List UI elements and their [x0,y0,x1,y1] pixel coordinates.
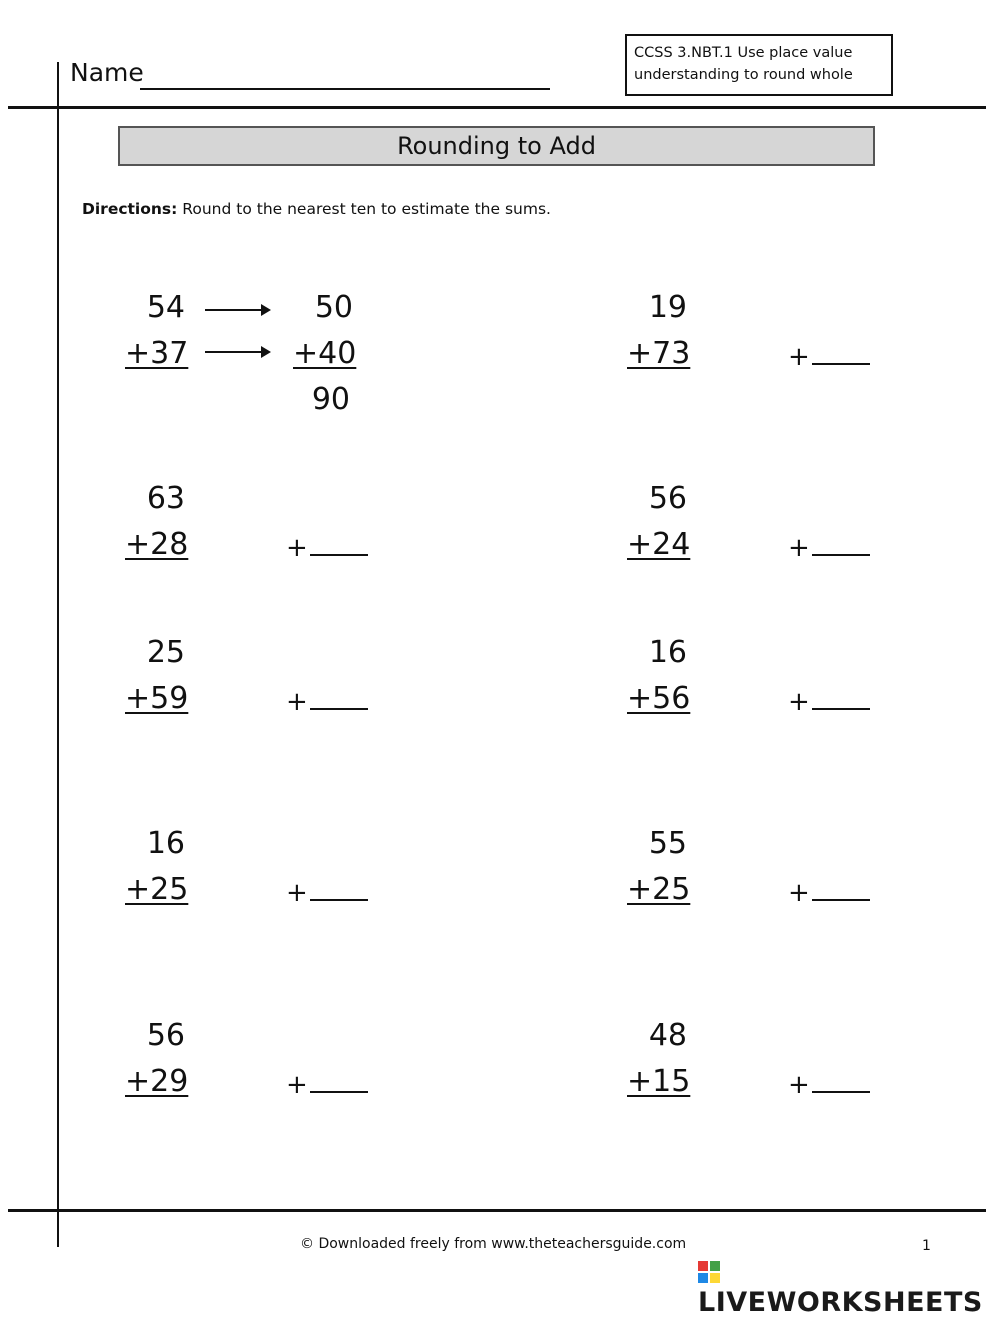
answer-line[interactable] [812,899,870,901]
answer-line[interactable] [310,554,368,556]
answer-blank[interactable] [286,876,368,910]
answer-blank[interactable] [286,531,368,565]
problem-top-number: 16 [146,826,185,861]
answer-line[interactable] [310,899,368,901]
example-bottom-number: +37 [125,336,189,371]
example-rounded-bottom: +40 [293,336,357,371]
answer-blank[interactable] [788,685,870,719]
answer-line[interactable] [812,708,870,710]
problem-bottom-number: +56 [627,681,691,716]
standard-box: CCSS 3.NBT.1 Use place value understanding to round whole [625,34,893,96]
plus-sign: + [788,687,810,717]
problem-top-number: 16 [648,635,687,670]
answer-blank[interactable] [286,1068,368,1102]
directions-label: Directions: [82,200,178,218]
plus-sign: + [286,1070,308,1100]
liveworksheets-logo [698,1256,1000,1318]
problem-bottom-number: +73 [627,336,691,371]
problem-bottom-number: +15 [627,1064,691,1099]
brand-name: LIVEWORKSHEETS [698,1287,983,1318]
answer-line[interactable] [310,708,368,710]
arrow-icon [205,351,269,353]
example-rounded-top: 50 [314,290,353,325]
problem-bottom-number: +59 [125,681,189,716]
page-number: 1 [922,1238,931,1254]
example-sum: 90 [311,382,350,417]
problem-bottom-number: +25 [125,872,189,907]
plus-sign: + [788,342,810,372]
directions-text: Round to the nearest ten to estimate the sums. [177,200,551,218]
problem-bottom-number: +24 [627,527,691,562]
answer-line[interactable] [812,363,870,365]
footer-credit: © Downloaded freely from www.theteachersguide.com [300,1236,687,1252]
left-margin-line [57,62,59,1247]
arrow-icon [205,309,269,311]
header-divider [8,106,986,109]
plus-sign: + [286,533,308,563]
plus-sign: + [286,687,308,717]
answer-blank[interactable] [788,1068,870,1102]
answer-blank[interactable] [788,876,870,910]
plus-sign: + [788,878,810,908]
problem-top-number: 56 [146,1018,185,1053]
answer-blank[interactable] [286,685,368,719]
answer-line[interactable] [310,1091,368,1093]
liveworksheets-icon [698,1261,720,1283]
problem-top-number: 25 [146,635,185,670]
plus-sign: + [286,878,308,908]
directions [82,200,551,218]
answer-blank[interactable] [788,531,870,565]
problem-top-number: 19 [648,290,687,325]
problem-bottom-number: +29 [125,1064,189,1099]
problem-top-number: 55 [648,826,687,861]
problem-top-number: 63 [146,481,185,516]
example-top-number: 54 [146,290,185,325]
answer-line[interactable] [812,554,870,556]
plus-sign: + [788,533,810,563]
answer-line[interactable] [812,1091,870,1093]
name-label: Name [70,58,144,87]
plus-sign: + [788,1070,810,1100]
problem-bottom-number: +28 [125,527,189,562]
problem-top-number: 56 [648,481,687,516]
problem-bottom-number: +25 [627,872,691,907]
answer-blank[interactable] [788,340,870,374]
problem-top-number: 48 [648,1018,687,1053]
footer-divider [8,1209,986,1212]
worksheet-title: Rounding to Add [118,126,875,166]
name-blank-line[interactable] [140,88,550,90]
